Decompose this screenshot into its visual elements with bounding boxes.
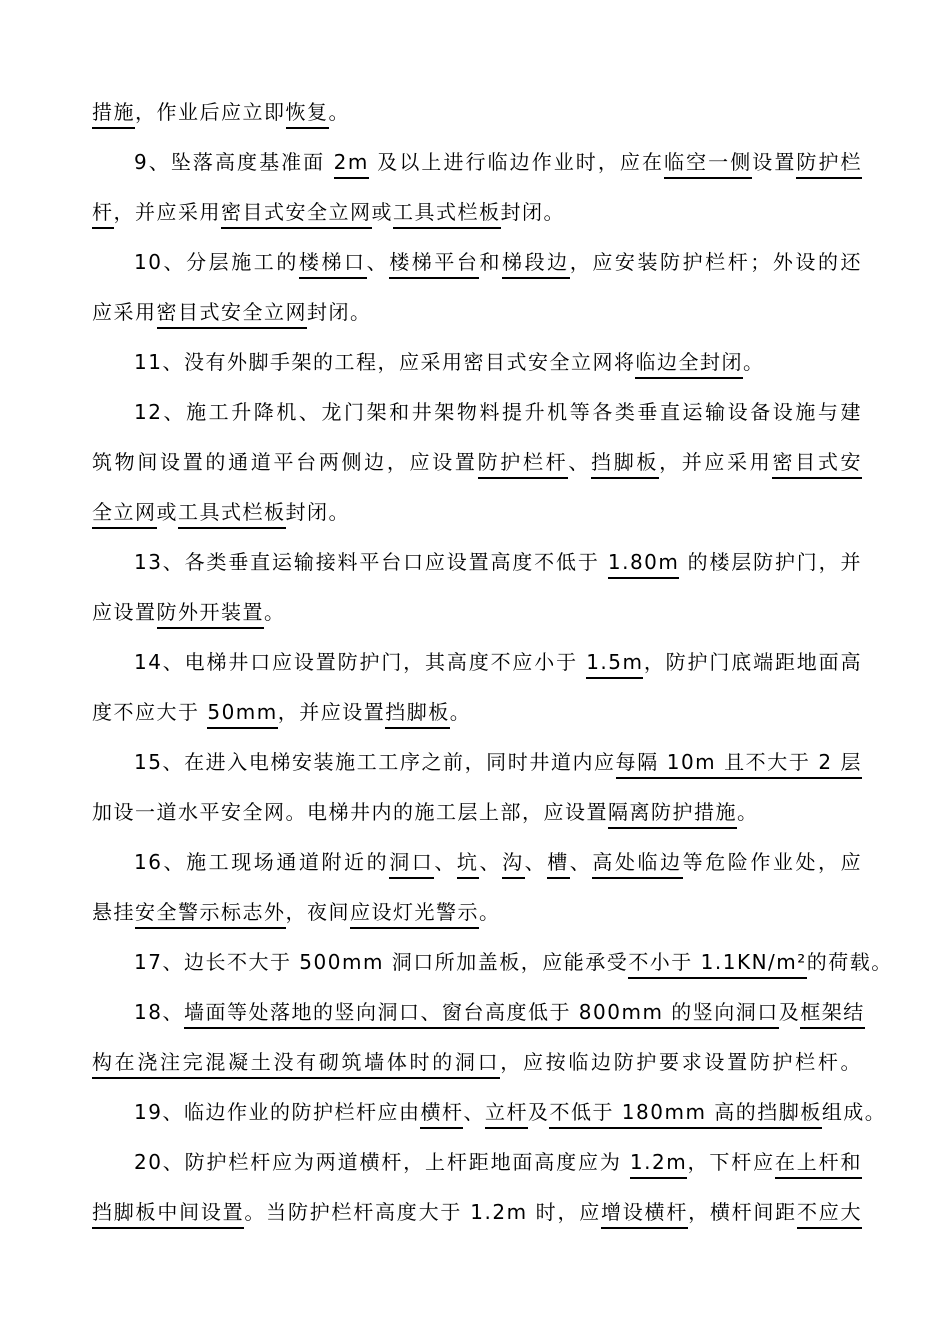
- underlined-text: 洞口: [389, 850, 434, 879]
- text-segment: 。: [737, 800, 759, 824]
- text-segment: 、: [479, 850, 503, 874]
- underlined-text: 全立网: [92, 500, 157, 529]
- text-segment: 度不应大于: [92, 700, 208, 724]
- item-12-line-1: [134, 396, 862, 428]
- underlined-text: 不小于 1.1KN/m²: [628, 950, 806, 979]
- text-segment: ，防护门底端距地面高: [643, 650, 862, 674]
- underlined-text: 工具式栏板: [393, 200, 501, 229]
- underlined-text: 不低于 180mm 高的挡脚板: [549, 1100, 821, 1129]
- underlined-text: 楼梯平台: [389, 250, 479, 279]
- underlined-text: 措施: [92, 100, 135, 129]
- text-segment: 封闭。: [307, 300, 372, 324]
- text-segment: 、: [366, 250, 390, 274]
- underlined-text: 密目式安全立网: [221, 200, 372, 229]
- underlined-text: 防护栏: [796, 150, 862, 179]
- item-15-line-1: [134, 746, 862, 778]
- text-segment: ，夜间: [285, 900, 350, 924]
- text-segment: 、: [568, 450, 592, 474]
- underlined-text: 应设灯光警示: [350, 900, 479, 929]
- underlined-text: 坑: [457, 850, 480, 879]
- underlined-text: 2m: [334, 150, 369, 179]
- text-segment: 组成。: [821, 1100, 887, 1124]
- item-14-line-1: [134, 646, 862, 678]
- underlined-text: 沟: [502, 850, 525, 879]
- underlined-text: 挡脚板: [385, 700, 450, 729]
- underlined-text: 增设横杆: [601, 1200, 688, 1229]
- item-14-line-2: [92, 696, 862, 728]
- text-segment: 。: [479, 900, 501, 924]
- text-segment: 、: [463, 1100, 485, 1124]
- underlined-text: 高处临边: [592, 850, 682, 879]
- text-segment: 15、在进入电梯安装施工工序之前，同时井道内应: [134, 750, 616, 774]
- text-segment: 9、坠落高度基准面: [134, 150, 334, 174]
- text-segment: 。: [742, 350, 765, 374]
- text-segment: 应采用: [92, 300, 157, 324]
- text-segment: 。当防护栏杆高度大于 1.2m 时，应: [244, 1200, 601, 1224]
- underlined-text: 立杆: [485, 1100, 528, 1129]
- text-segment: 封闭。: [285, 500, 350, 524]
- underlined-text: 恢复: [286, 100, 329, 129]
- text-segment: 设置: [752, 150, 797, 174]
- text-segment: 悬挂: [92, 900, 135, 924]
- item-20-line-2: [92, 1196, 862, 1228]
- item-16-line-1: [134, 846, 862, 878]
- text-line-1: [92, 96, 862, 128]
- item-15-line-2: [92, 796, 862, 828]
- underlined-text: 隔离防护措施: [608, 800, 737, 829]
- underlined-text: 每隔 10m 且不大于 2 层: [616, 750, 862, 779]
- item-18-line-2: [92, 1046, 862, 1078]
- text-segment: ，并应采用: [113, 200, 221, 224]
- underlined-text: 槽: [547, 850, 570, 879]
- text-segment: 14、电梯井口应设置防护门，其高度不应小于: [134, 650, 587, 674]
- underlined-text: 墙面等处落地的竖向洞口、窗台高度低于 800mm 的竖向洞口: [184, 1000, 779, 1029]
- text-segment: 等危险作业处，应: [682, 850, 863, 874]
- underlined-text: 密目式安全立网: [157, 300, 308, 329]
- underlined-text: 横杆: [420, 1100, 463, 1129]
- text-segment: 。: [264, 600, 286, 624]
- text-segment: 、: [569, 850, 593, 874]
- underlined-text: 防护栏杆: [478, 450, 569, 479]
- item-20-line-1: [134, 1146, 862, 1178]
- underlined-text: 构在浇注完混凝土没有砌筑墙体时的洞口: [92, 1050, 500, 1079]
- underlined-text: 在上杆和: [775, 1150, 862, 1179]
- underlined-text: 密目式安: [772, 450, 862, 479]
- item-13-line-2: [92, 596, 862, 628]
- text-segment: 应设置: [92, 600, 157, 624]
- item-12-line-3: [92, 496, 862, 528]
- text-segment: 筑物间设置的通道平台两侧边，应设置: [92, 450, 478, 474]
- text-segment: ，下杆应: [687, 1150, 775, 1174]
- text-segment: 、: [524, 850, 548, 874]
- underlined-text: 梯段边: [502, 250, 570, 279]
- text-segment: 、: [434, 850, 457, 874]
- text-segment: 。: [449, 700, 472, 724]
- underlined-text: 安全警示标志外: [135, 900, 286, 929]
- underlined-text: 临边全封闭: [635, 350, 743, 379]
- text-segment: ，并应设置: [277, 700, 386, 724]
- underlined-text: 不应大: [797, 1200, 862, 1229]
- text-segment: 17、边长不大于 500mm 洞口所加盖板，应能承受: [134, 950, 629, 974]
- text-segment: 20、防护栏杆应为两道横杆，上杆距地面高度应为: [134, 1150, 630, 1174]
- underlined-text: 挡脚板: [591, 450, 659, 479]
- text-segment: 加设一道水平安全网。电梯井内的施工层上部，应设置: [92, 800, 608, 824]
- text-segment: 的荷载。: [806, 950, 893, 974]
- underlined-text: 防外开装置: [157, 600, 265, 629]
- item-13-line-1: [134, 546, 862, 578]
- underlined-text: 杆: [92, 200, 114, 229]
- text-segment: 及: [527, 1100, 550, 1124]
- item-18-line-1: [134, 996, 865, 1028]
- underlined-text: 1.2m: [630, 1150, 687, 1179]
- text-segment: 或: [156, 500, 178, 524]
- item-17-line-1: [134, 946, 893, 978]
- text-segment: 13、各类垂直运输接料平台口应设置高度不低于: [134, 550, 608, 574]
- text-segment: 11、没有外脚手架的工程，应采用密目式安全立网将: [134, 350, 636, 374]
- underlined-text: 挡脚板中间设置: [92, 1200, 244, 1229]
- text-segment: ，应安装防护栏杆；外设的还: [569, 250, 863, 274]
- underlined-text: 1.5m: [586, 650, 643, 679]
- text-segment: 12、施工升降机、龙门架和井架物料提升机等各类垂直运输设备设施与建: [134, 400, 862, 424]
- text-segment: ，横杆间距: [688, 1200, 797, 1224]
- item-11-line-1: [134, 346, 862, 378]
- text-segment: 16、施工现场通道附近的: [134, 850, 390, 874]
- text-segment: 的楼层防护门，并: [679, 550, 862, 574]
- underlined-text: 框架结: [800, 1000, 865, 1029]
- text-segment: 和: [479, 250, 503, 274]
- item-16-line-2: [92, 896, 862, 928]
- text-segment: 19、临边作业的防护栏杆应由: [134, 1100, 421, 1124]
- item-9-line-2: [92, 196, 862, 228]
- underlined-text: 楼梯口: [299, 250, 367, 279]
- text-segment: 18、: [134, 1000, 184, 1024]
- item-10-line-2: [92, 296, 862, 328]
- underlined-text: 临空一侧: [664, 150, 752, 179]
- underlined-text: 工具式栏板: [178, 500, 286, 529]
- text-segment: 10、分层施工的: [134, 250, 299, 274]
- text-segment: 及: [778, 1000, 801, 1024]
- text-segment: ，应按临边防护要求设置防护栏杆。: [500, 1050, 863, 1074]
- item-9-line-1: [134, 146, 862, 178]
- item-12-line-2: [92, 446, 862, 478]
- item-19-line-1: [134, 1096, 887, 1128]
- text-segment: ，并应采用: [659, 450, 773, 474]
- underlined-text: 50mm: [207, 700, 277, 729]
- item-10-line-1: [134, 246, 862, 278]
- text-segment: ，作业后应立即: [135, 100, 286, 124]
- text-segment: 及以上进行临边作业时，应在: [368, 150, 665, 174]
- text-segment: 或: [371, 200, 393, 224]
- underlined-text: 1.80m: [608, 550, 680, 579]
- text-segment: 封闭。: [500, 200, 565, 224]
- text-segment: 。: [328, 100, 350, 124]
